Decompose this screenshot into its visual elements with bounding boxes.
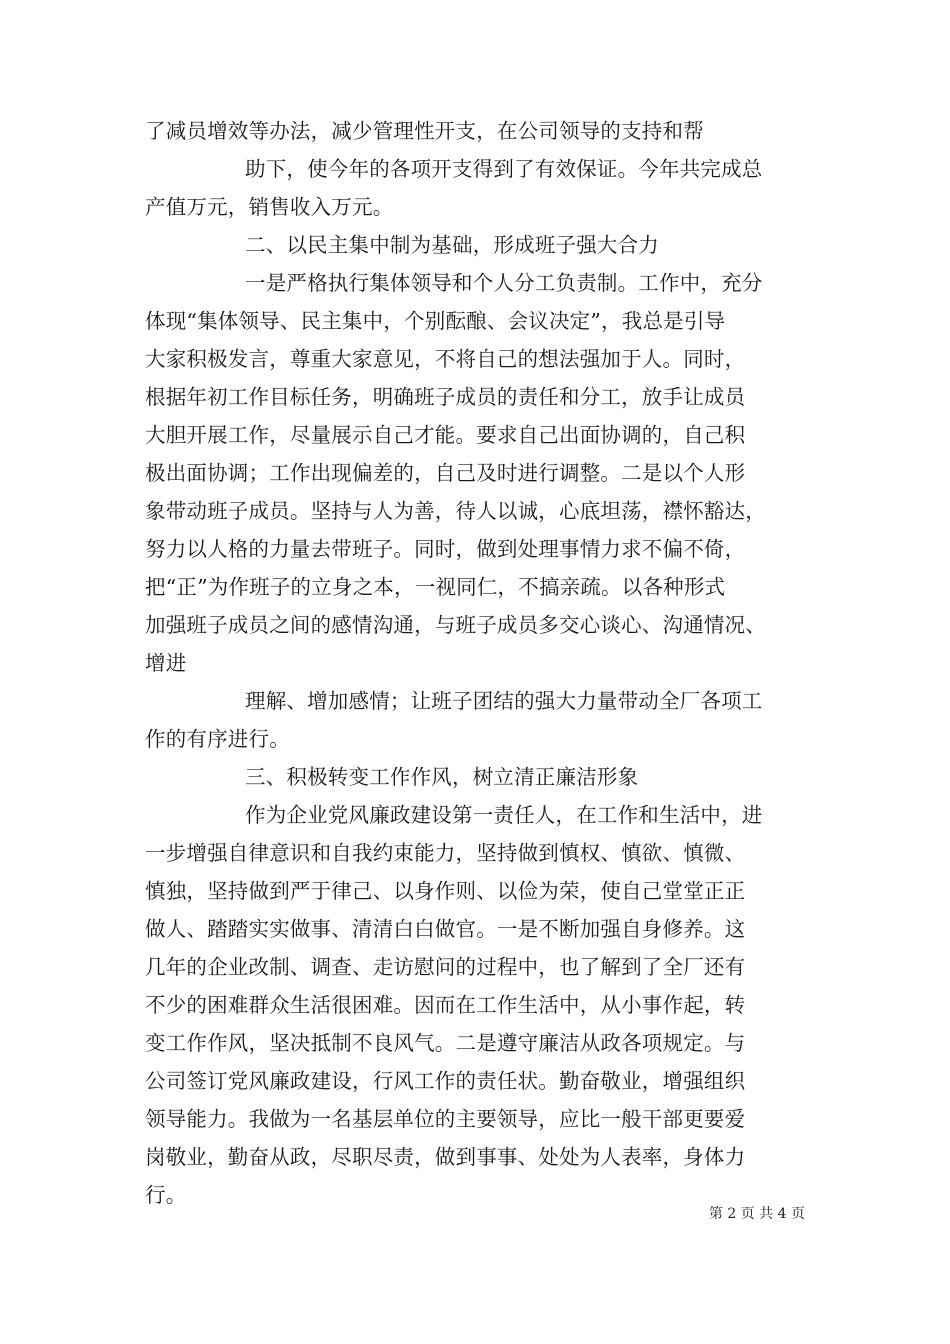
text-line: 体现“集体领导、民主集中，个别酝酿、会议决定”，我总是引导 <box>145 309 726 333</box>
text-line: 理解、增加感情；让班子团结的强大力量带动全厂各项工 <box>245 689 763 713</box>
page-footer: 第 2 页 共 4 页 <box>708 1206 805 1222</box>
text-line: 做人、踏踏实实做事、清清白白做官。一是不断加强自身修养。这 <box>145 917 746 941</box>
text-line: 加强班子成员之间的感情沟通，与班子成员多交心谈心、沟通情况、 <box>145 613 766 637</box>
text-line: 行。 <box>145 1183 187 1207</box>
text-line: 公司签订党风廉政建设，行风工作的责任状。勤奋敬业，增强组织 <box>145 1069 746 1093</box>
text-line: 变工作作风，坚决抵制不良风气。二是遵守廉洁从政各项规定。与 <box>145 1031 746 1055</box>
text-line: 产值万元，销售收入万元。 <box>145 195 394 219</box>
text-line: 一是严格执行集体领导和个人分工负责制。工作中，充分 <box>245 271 763 295</box>
text-line: 助下，使今年的各项开支得到了有效保证。今年共完成总 <box>245 157 763 181</box>
text-line: 领导能力。我做为一名基层单位的主要领导，应比一般干部更要爱 <box>145 1107 746 1131</box>
text-line: 不少的困难群众生活很困难。因而在工作生活中，从小事作起，转 <box>145 993 746 1017</box>
text-line: 慎独，坚持做到严于律己、以身作则、以俭为荣，使自己堂堂正正 <box>145 879 746 903</box>
text-line: 了减员增效等办法，减少管理性开支，在公司领导的支持和帮 <box>145 119 704 143</box>
text-line: 根据年初工作目标任务，明确班子成员的责任和分工，放手让成员 <box>145 385 746 409</box>
body-text <box>145 112 825 1214</box>
text-line: 岗敬业，勤奋从政，尽职尽责，做到事事、处处为人表率，身体力 <box>145 1145 746 1169</box>
text-line: 三、积极转变工作作风，树立清正廉洁形象 <box>245 765 639 789</box>
text-line: 象带动班子成员。坚持与人为善，待人以诚，心底坦荡，襟怀豁达， <box>145 499 766 523</box>
text-line: 作为企业党风廉政建设第一责任人，在工作和生活中，进 <box>245 803 763 827</box>
text-line: 把“正”为作班子的立身之本，一视同仁，不搞亲疏。以各种形式 <box>145 575 726 599</box>
text-line: 大家积极发言，尊重大家意见，不将自己的想法强加于人。同时， <box>145 347 746 371</box>
text-line: 一步增强自律意识和自我约束能力，坚持做到慎权、慎欲、慎微、 <box>145 841 746 865</box>
text-line: 努力以人格的力量去带班子。同时，做到处理事情力求不偏不倚， <box>145 537 746 561</box>
text-line: 几年的企业改制、调查、走访慰问的过程中，也了解到了全厂还有 <box>145 955 746 979</box>
text-line: 极出面协调；工作出现偏差的，自己及时进行调整。二是以个人形 <box>145 461 746 485</box>
text-line: 大胆开展工作，尽量展示自己才能。要求自己出面协调的，自己积 <box>145 423 746 447</box>
text-line: 作的有序进行。 <box>145 727 290 751</box>
text-line: 二、以民主集中制为基础，形成班子强大合力 <box>245 233 659 257</box>
text-line: 增进 <box>145 651 187 675</box>
